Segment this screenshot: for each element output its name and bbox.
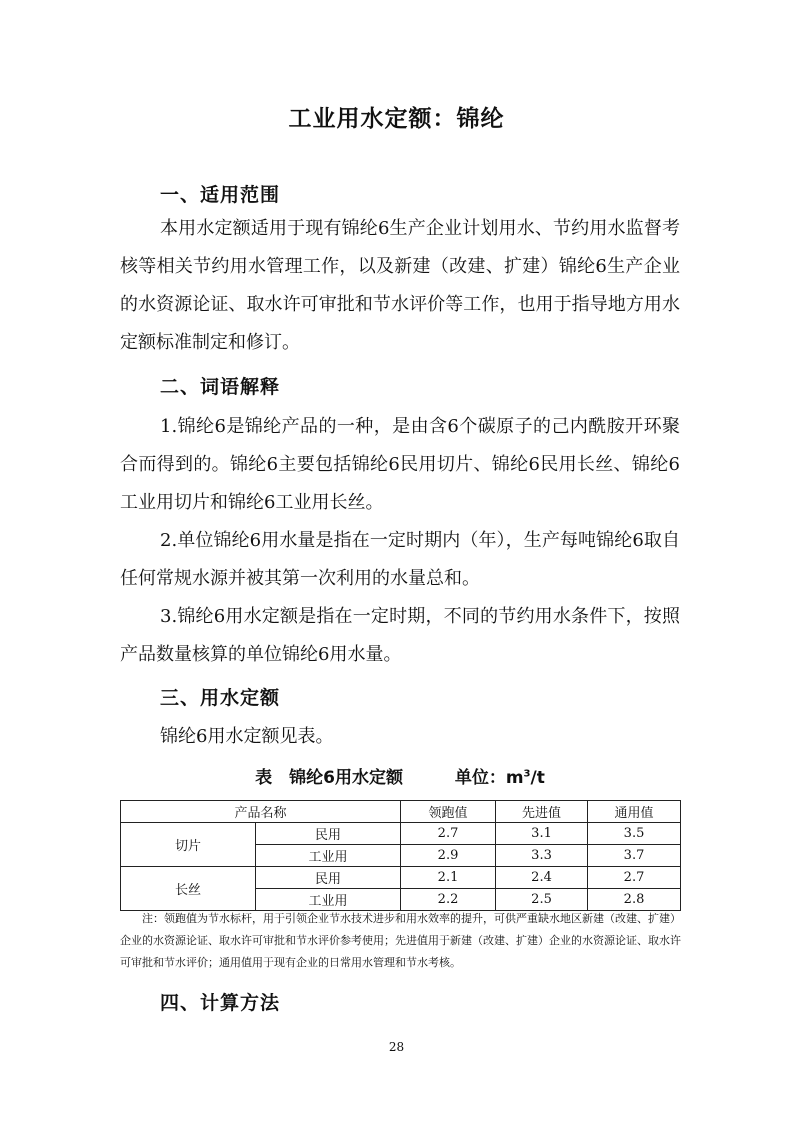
- table-header-row: [121, 801, 681, 823]
- table-row: [121, 823, 681, 845]
- sub-category: 民用: [256, 867, 401, 889]
- section-heading-terms: 二、词语解释: [160, 376, 281, 398]
- value-cell: 2.7: [588, 867, 681, 889]
- table-note: [120, 908, 682, 974]
- section-heading-quota: 三、用水定额: [160, 687, 281, 709]
- header-product-name: 产品名称: [121, 801, 401, 823]
- value-cell: 3.7: [588, 845, 681, 867]
- value-cell: 3.5: [588, 823, 681, 845]
- table-note-text: 注：领跑值为节水标杆，用于引领企业节水技术进步和用水效率的提升，可供严重缺水地区新建（改建、扩建）企业的水资源论证、取水许可审批和节水评价参考使用；先进值用于新建（改建、扩建）企业的水资源论证、取水许可审批和节水评价；通用值用于现有企业的日常用水管理和节水考核。: [120, 912, 681, 969]
- section-quota-body: [120, 718, 680, 756]
- value-cell: 3.3: [496, 845, 588, 867]
- header-advanced-value: 先进值: [496, 801, 588, 823]
- paragraph: 2.单位锦纶6用水量是指在一定时期内（年），生产每吨锦纶6取自任何常规水源并被其第一次利用的水量总和。: [120, 530, 680, 589]
- value-cell: 2.1: [401, 867, 496, 889]
- section-terms-body: [120, 408, 680, 674]
- sub-category: 民用: [256, 823, 401, 845]
- section-scope-body: [120, 210, 680, 362]
- paragraph: 1.锦纶6是锦纶产品的一种，是由含6个碳原子的己内酰胺开环聚合而得到的。锦纶6主要包括锦纶6民用切片、锦纶6民用长丝、锦纶6工业用切片和锦纶6工业用长丝。: [120, 416, 680, 513]
- page-title: 工业用水定额：锦纶: [288, 106, 505, 132]
- table-caption-unit-tail: /t: [530, 768, 545, 788]
- table-caption-title: 表 锦纶6用水定额: [255, 768, 403, 788]
- table-row: [121, 867, 681, 889]
- value-cell: 2.7: [401, 823, 496, 845]
- table-caption-unit-sup: 3: [523, 768, 531, 780]
- value-cell: 2.4: [496, 867, 588, 889]
- table-caption-unit: 单位：m: [454, 768, 524, 788]
- paragraph: 锦纶6用水定额见表。: [160, 726, 334, 747]
- group-chip: 切片: [121, 823, 256, 867]
- value-cell: 2.9: [401, 845, 496, 867]
- sub-category: 工业用: [256, 845, 401, 867]
- paragraph: 本用水定额适用于现有锦纶6生产企业计划用水、节约用水监督考核等相关节约用水管理工作，以及新建（改建、扩建）锦纶6生产企业的水资源论证、取水许可审批和节水评价等工作，也用于指导地方用水定额标准制定和修订。: [120, 218, 680, 353]
- section-heading-scope: 一、适用范围: [160, 184, 281, 206]
- value-cell: 2.2: [401, 889, 496, 911]
- group-filament: 长丝: [121, 867, 256, 911]
- header-leading-value: 领跑值: [401, 801, 496, 823]
- paragraph: 3.锦纶6用水定额是指在一定时期，不同的节约用水条件下，按照产品数量核算的单位锦纶6用水量。: [120, 606, 680, 665]
- header-general-value: 通用值: [588, 801, 681, 823]
- water-quota-table: [120, 800, 681, 911]
- sub-category: 工业用: [256, 889, 401, 911]
- value-cell: 2.5: [496, 889, 588, 911]
- value-cell: 2.8: [588, 889, 681, 911]
- section-heading-calculation: 四、计算方法: [160, 992, 281, 1014]
- page-number: 28: [388, 1040, 405, 1054]
- table-caption: [120, 763, 680, 788]
- value-cell: 3.1: [496, 823, 588, 845]
